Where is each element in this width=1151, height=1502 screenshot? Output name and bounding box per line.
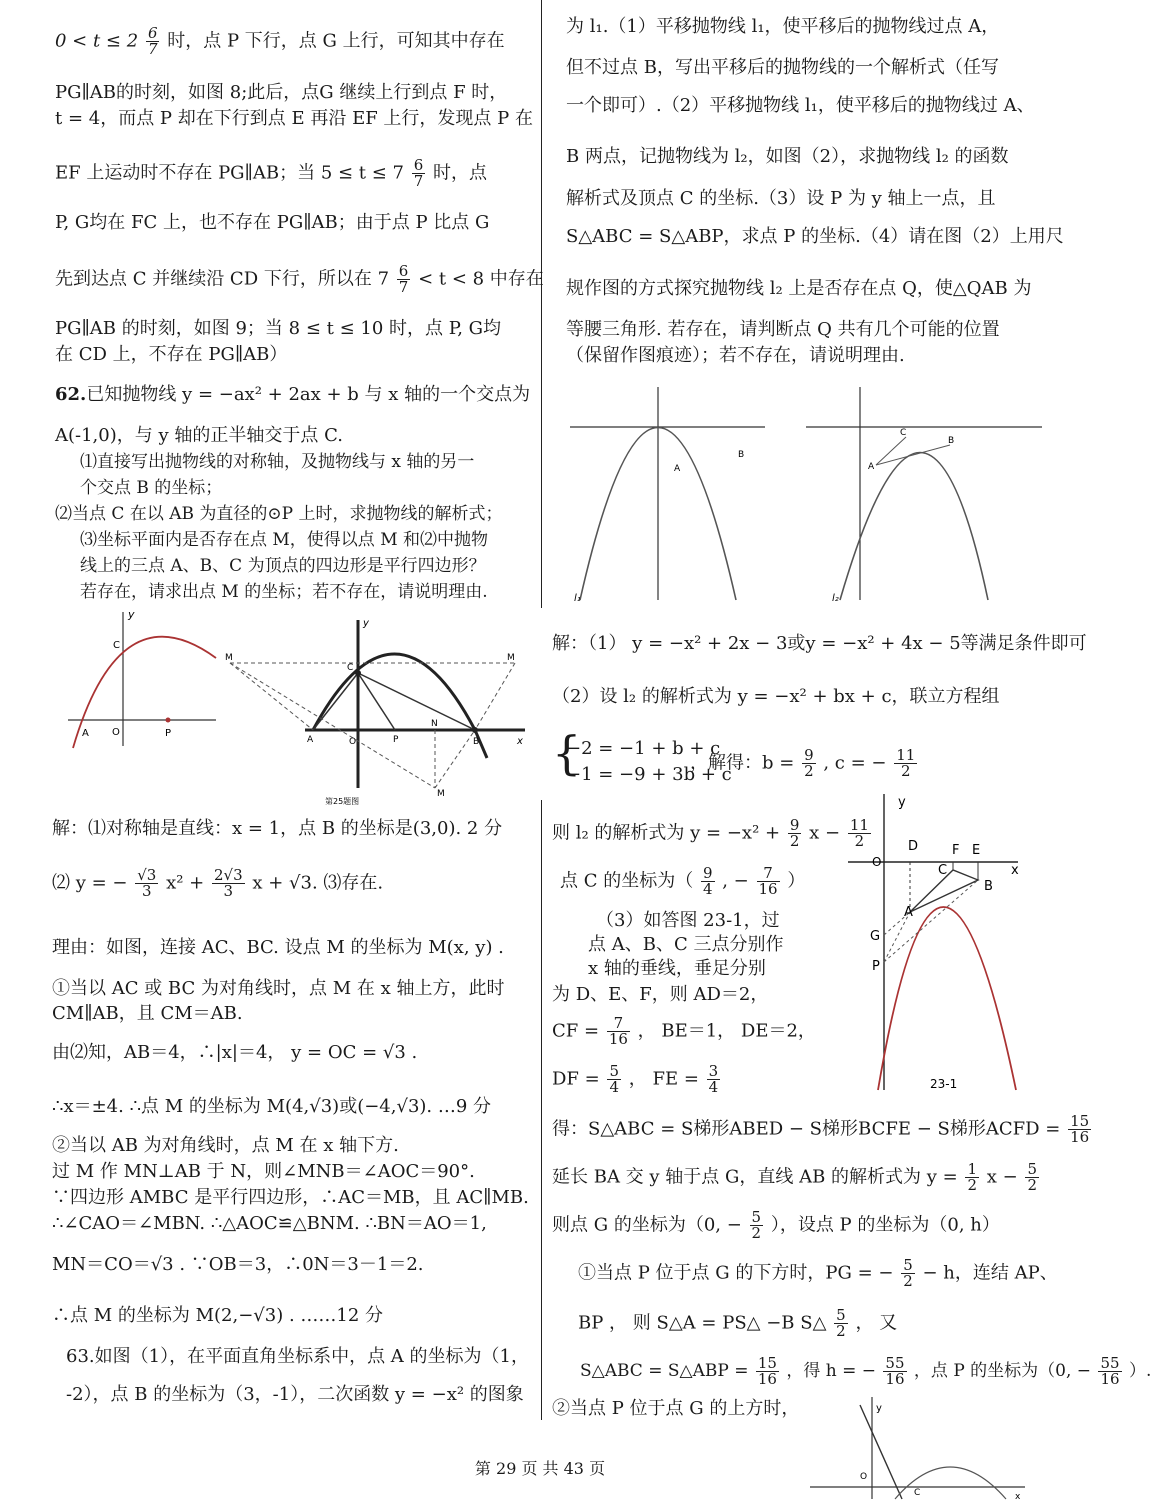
solution-line: ∴点 M 的坐标为 M(2,−√3) . ……12 分 (52, 1305, 384, 1326)
svg-text:O: O (872, 855, 882, 869)
svg-text:l₁: l₁ (574, 593, 581, 604)
svg-text:O: O (112, 727, 120, 738)
text-line: 先到达点 C 并继续沿 CD 下行，所以在 7 $\frac{6}{7}$ < t < 8 中存在 (55, 262, 544, 296)
text-line: 若存在，请求出点 M 的坐标；若不存在，请说明理由. (80, 582, 488, 602)
text-line: 在 CD 上，不存在 PG∥AB） (55, 344, 288, 365)
text-line: ⑶坐标平面内是否存在点 M，使得以点 M 和⑵中抛物 (80, 530, 489, 550)
text-line: 线上的三点 A、B、C 为顶点的四边形是平行四边形？ (80, 556, 486, 576)
solution-line: 则点 G 的坐标为（0, − $\frac{5}{2}$ ），设点 P 的坐标为（0, h） (552, 1208, 1000, 1242)
svg-text:l₂: l₂ (832, 593, 839, 604)
svg-text:A: A (868, 462, 875, 472)
column-divider (541, 0, 542, 608)
svg-text:C: C (938, 863, 948, 878)
solution-line: （2）设 l₂ 的解析式为 y = −x² + bx + c，联立方程组 (552, 686, 1000, 707)
fraction: $\frac{3}{4}$ (708, 1062, 719, 1096)
fraction: $\frac{5}{4}$ (609, 1062, 620, 1096)
text-line: A(-1,0)，与 y 轴的正半轴交于点 C. (55, 425, 343, 446)
fraction: $\frac{9}{2}$ (804, 746, 814, 780)
fraction: $\frac{5}{2}$ (751, 1208, 762, 1242)
solution-line: CF = $\frac{7}{16}$ ， BE＝1， DE＝2， (552, 1014, 816, 1048)
solution-line: （3）如答图 23-1，过 (596, 910, 780, 931)
solution-line: ∴∠CAO＝∠MBN. ∴△AOC≌△BNM. ∴BN＝AO＝1, (52, 1213, 487, 1234)
equation-brace: { (552, 726, 582, 780)
solution-line: ∵四边形 AMBC 是平行四边形，∴AC＝MB，且 AC∥MB. (52, 1187, 529, 1208)
svg-text:y: y (128, 608, 135, 621)
text-line: P, G均在 FC 上，也不存在 PG∥AB；由于点 P 比点 G (55, 212, 490, 233)
fraction: $\frac{5}{2}$ (836, 1306, 846, 1340)
figure-l1 (570, 385, 770, 603)
solution-line: x 轴的垂线，垂足分别 (588, 958, 766, 979)
fraction: $\frac{9}{2}$ (789, 816, 800, 850)
text-line: S△ABC = S△ABP，求点 P 的坐标.（4）请在图（2）上用尺 (566, 226, 1064, 247)
svg-text:y: y (363, 618, 369, 629)
svg-text:O: O (349, 737, 357, 747)
svg-text:C: C (914, 1488, 921, 1498)
fraction: $\frac{15}{16}$ (1070, 1112, 1090, 1146)
solution-line: MN＝CO＝√3 . ∵OB＝3，∴0N＝3－1＝2. (52, 1254, 424, 1275)
svg-text:第25题图: 第25题图 (325, 797, 360, 806)
text-line: 个交点 B 的坐标； (80, 478, 223, 498)
fraction: $\frac{7}{16}$ (758, 864, 778, 898)
svg-text:x: x (1011, 863, 1019, 878)
solution-line: ②当点 P 位于点 G 的上方时， (552, 1398, 800, 1419)
svg-text:C: C (113, 640, 120, 651)
svg-text:P: P (393, 735, 399, 745)
solution-line: ⑵ y = − $\frac{√3}{3}$ x² + $\frac{2√3}{3}$ x + √3. ⑶存在. (52, 866, 384, 900)
parallelogram-figure (225, 618, 535, 808)
svg-text:O: O (860, 1472, 868, 1482)
solution-line: 解：（1） y = −x² + 2x − 3或y = −x² + 4x − 5等满足条件即可 (552, 633, 1087, 654)
figure-23-1 (848, 790, 1048, 1090)
text-line: （保留作图痕迹）；若不存在，请说明理由. (566, 345, 905, 366)
text-line: PG∥AB 的时刻，如图 9；当 8 ≤ t ≤ 10 时，点 P, G均 (55, 318, 502, 339)
svg-text:A: A (307, 735, 314, 745)
fraction: $\frac{6}{7}$ (147, 24, 158, 58)
fraction: $\frac{55}{16}$ (1100, 1354, 1120, 1388)
svg-text:G: G (870, 929, 881, 944)
text-line: -2），点 B 的坐标为（3，-1），二次函数 y = −x² 的图象 (66, 1384, 524, 1405)
svg-text:B: B (984, 879, 993, 894)
solution-line: 则 l₂ 的解析式为 y = −x² + $\frac{9}{2}$ x − $\frac{11}{2}$ (552, 816, 869, 850)
solution-line: 点 C 的坐标为（ $\frac{9}{4}$ , − $\frac{7}{16}$ ） (560, 864, 806, 898)
svg-text:M: M (225, 653, 233, 663)
solution-line: S△ABC = S△ABP = $\frac{15}{16}$ ，得 h = − $\frac{55}{16}$ ，点 P 的坐标为（0, − $\frac{55}{16}$ ）. (580, 1354, 1151, 1388)
svg-text:D: D (908, 839, 919, 854)
svg-text:F: F (952, 843, 960, 858)
fraction: $\frac{7}{16}$ (608, 1014, 628, 1048)
text-line: B 两点，记抛物线为 l₂，如图（2），求抛物线 l₂ 的函数 (566, 146, 1009, 167)
fraction: $\frac{11}{2}$ (849, 816, 869, 850)
svg-text:C: C (900, 428, 907, 438)
svg-text:E: E (972, 843, 981, 858)
page-footer: 第 29 页 共 43 页 (474, 1459, 606, 1478)
fraction: $\frac{√3}{3}$ (137, 866, 157, 900)
fraction: $\frac{55}{16}$ (885, 1354, 905, 1388)
fraction: $\frac{2√3}{3}$ (213, 866, 243, 900)
svg-text:A: A (82, 728, 89, 739)
solution-line: 由⑵知，AB＝4，∴|x|＝4， y = OC = √3 . (52, 1042, 418, 1063)
solution-line: ∴x＝±4. ∴点 M 的坐标为 M(4,√3)或(−4,√3). …9 分 (52, 1096, 492, 1117)
column-divider (541, 800, 542, 1420)
fraction: $\frac{5}{2}$ (903, 1256, 913, 1290)
text-line: 为 l₁.（1）平移抛物线 l₁，使平移后的抛物线过点 A， (566, 16, 1000, 37)
solution-line: ，解得：b = $\frac{9}{2}$ , c = − $\frac{11}{2}$ (690, 746, 916, 780)
solution-line: 过 M 作 MN⊥AB 于 N，则∠MNB＝∠AOC＝90°. (52, 1161, 475, 1182)
fraction: $\frac{6}{7}$ (398, 262, 409, 296)
fraction: $\frac{11}{2}$ (896, 746, 916, 780)
solution-line: ①当点 P 位于点 G 的下方时，PG = − $\frac{5}{2}$ − h，连结 AP、 (578, 1256, 1058, 1290)
figure-partial-bottom (810, 1395, 1030, 1500)
svg-text:y: y (898, 795, 906, 810)
solution-line: 点 A、B、C 三点分别作 (588, 934, 784, 955)
svg-text:M: M (507, 653, 515, 663)
text-line: t = 4，而点 P 却在下行到点 E 再沿 EF 上行，发现点 P 在 (55, 108, 533, 129)
svg-text:N: N (431, 719, 438, 729)
solution-line: 为 D、E、F，则 AD＝2， (552, 984, 769, 1005)
fraction: $\frac{9}{4}$ (702, 864, 713, 898)
solution-line: CM∥AB，且 CM＝AB. (52, 1003, 243, 1024)
text-line: 规作图的方式探究抛物线 l₂ 上是否存在点 Q，使△QAB 为 (566, 278, 1032, 299)
svg-text:A: A (904, 905, 913, 920)
solution-line: 解：⑴对称轴是直线：x = 1，点 B 的坐标是(3,0). 2 分 (52, 818, 503, 839)
text-line: ⑵当点 C 在以 AB 为直径的⊙P 上时，求抛物线的解析式； (55, 504, 503, 524)
svg-text:x: x (1015, 1492, 1021, 1502)
solution-line: ②当以 AB 为对角线时，点 M 在 x 轴下方. (52, 1135, 399, 1156)
svg-text:B: B (473, 737, 480, 747)
svg-text:P: P (165, 728, 172, 739)
text-line: 解析式及顶点 C 的坐标.（3）设 P 为 y 轴上一点，且 (566, 188, 996, 209)
figure-l2 (806, 385, 1046, 603)
solution-line: ①当以 AC 或 BC 为对角线时，点 M 在 x 轴上方，此时 (52, 978, 505, 999)
solution-line: 延长 BA 交 y 轴于点 G，直线 AB 的解析式为 y = $\frac{1}{2}$ x − $\frac{5}{2}$ (552, 1160, 1038, 1194)
svg-text:C: C (347, 663, 354, 673)
solution-line: DF = $\frac{5}{4}$ ， FE = $\frac{3}{4}$ (552, 1062, 719, 1096)
svg-text:A: A (674, 464, 681, 474)
fraction: $\frac{6}{7}$ (413, 156, 424, 190)
question-62: 62.已知抛物线 y = −ax² + 2ax + b 与 x 轴的一个交点为 (55, 384, 531, 405)
text-line: 一个即可）.（2）平移抛物线 l₁，使平移后的抛物线过 A、 (566, 95, 1035, 116)
svg-text:y: y (876, 1403, 882, 1414)
svg-text:P: P (872, 959, 880, 974)
equation-line: −2 = −1 + b + c (566, 738, 721, 759)
svg-text:x: x (517, 736, 523, 747)
text-line: 0 < t ≤ 2 $\frac{6}{7}$ 时，点 P 下行，点 G 上行，可知其中存在 (55, 24, 505, 58)
fraction: $\frac{1}{2}$ (967, 1160, 978, 1194)
fraction: $\frac{15}{16}$ (757, 1354, 777, 1388)
solution-line: 理由：如图，连接 AC、BC. 设点 M 的坐标为 M(x, y) . (52, 937, 504, 958)
equation-line: −1 = −9 + 3b + c (566, 764, 732, 785)
svg-text:B: B (738, 450, 745, 460)
svg-text:B: B (948, 436, 955, 446)
question-63: 63.如图（1），在平面直角坐标系中，点 A 的坐标为（1， (66, 1346, 529, 1367)
fraction: $\frac{5}{2}$ (1027, 1160, 1038, 1194)
text-line: PG∥AB的时刻，如图 8;此后，点G 继续上行到点 F 时， (55, 82, 508, 103)
svg-text:M: M (437, 789, 445, 799)
text-line: 等腰三角形. 若存在，请判断点 Q 共有几个可能的位置 (566, 319, 1000, 340)
solution-line: 得：S△ABC = S梯形ABED − S梯形BCFE − S梯形ACFD = $\frac{15}{16}$ (552, 1112, 1090, 1146)
svg-text:23-1: 23-1 (930, 1077, 958, 1091)
parabola-figure-small (68, 608, 228, 748)
text-line: 但不过点 B，写出平移后的抛物线的一个解析式（任写 (566, 57, 999, 78)
solution-line: BP ， 则 S△A = PS△ −B S△ $\frac{5}{2}$ ， 又 (578, 1306, 898, 1340)
text-line: EF 上运动时不存在 PG∥AB；当 5 ≤ t ≤ 7 $\frac{6}{7}$ 时，点 (55, 156, 488, 190)
text-line: ⑴直接写出抛物线的对称轴，及抛物线与 x 轴的另一 (80, 452, 475, 472)
